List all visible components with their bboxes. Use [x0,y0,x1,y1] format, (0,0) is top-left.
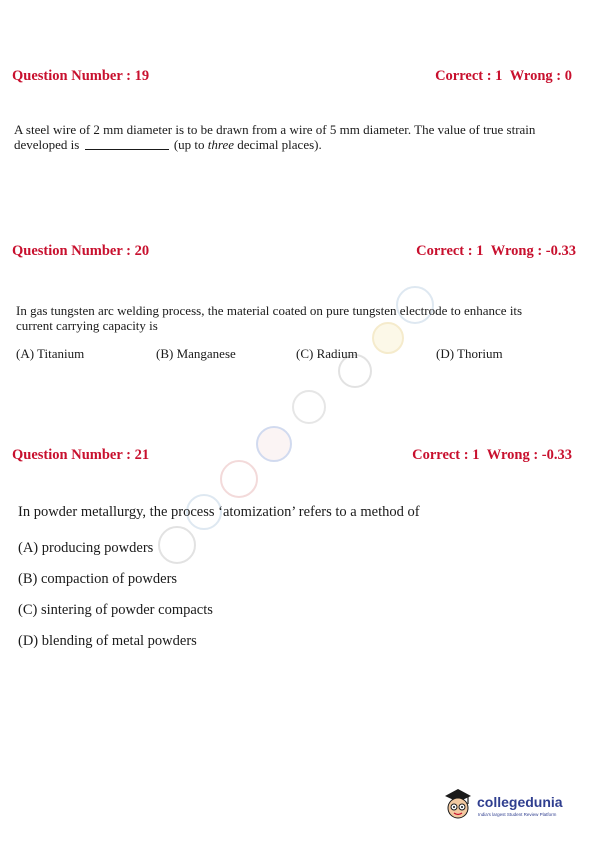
marking-scheme [435,68,572,85]
question-header [12,447,574,464]
option-c: (C) Radium [296,346,358,361]
question-line [14,137,535,152]
question-text: In powder metallurgy, the process ‘atomization’ refers to a method of [18,504,420,520]
correct-marks: Correct : 1 [416,243,484,259]
collegedunia-logo [443,786,583,826]
correct-marks: Correct : 1 [435,68,503,84]
marking-scheme [416,243,576,260]
question-header [12,68,574,85]
question-title: Question Number : 20 [12,243,150,259]
question-fragment: (up to [173,137,208,152]
question-line: A steel wire of 2 mm diameter is to be drawn from a wire of 5 mm diameter. The value of true strain [14,122,536,137]
option-b: (B) Manganese [156,346,236,361]
graduate-face-icon [443,786,473,822]
question-line: current carrying capacity is [16,318,158,333]
correct-marks: Correct : 1 [412,447,480,463]
question-title: Question Number : 21 [12,447,150,463]
option-b: (B) compaction of powders [18,571,178,587]
logo-tagline: India's largest Student Review Platform [478,812,557,817]
watermark-seal-6 [220,460,258,498]
question-fragment: developed is [14,137,80,152]
question-text [14,122,535,152]
wrong-marks: Wrong : 0 [509,68,572,84]
watermark-seal-4 [292,390,326,424]
option-d: (D) Thorium [436,346,503,361]
option-a: (A) producing powders [18,540,154,556]
question-header [12,243,574,260]
question-text [16,303,522,333]
logo-name: collegedunia [477,794,563,810]
option-c: (C) sintering of powder compacts [18,602,213,618]
question-fragment: decimal places). [234,137,322,152]
option-a: (A) Titanium [16,346,85,361]
question-line: In gas tungsten arc welding process, the material coated on pure tungsten electrode to enhance its [16,303,523,318]
wrong-marks: Wrong : -0.33 [486,447,572,463]
watermark-seal-8 [158,526,196,564]
wrong-marks: Wrong : -0.33 [490,243,576,259]
question-emphasis: three [207,137,235,152]
marking-scheme [412,447,572,464]
question-title: Question Number : 19 [12,68,150,84]
answer-blank [85,149,169,150]
option-d: (D) blending of metal powders [18,633,197,649]
